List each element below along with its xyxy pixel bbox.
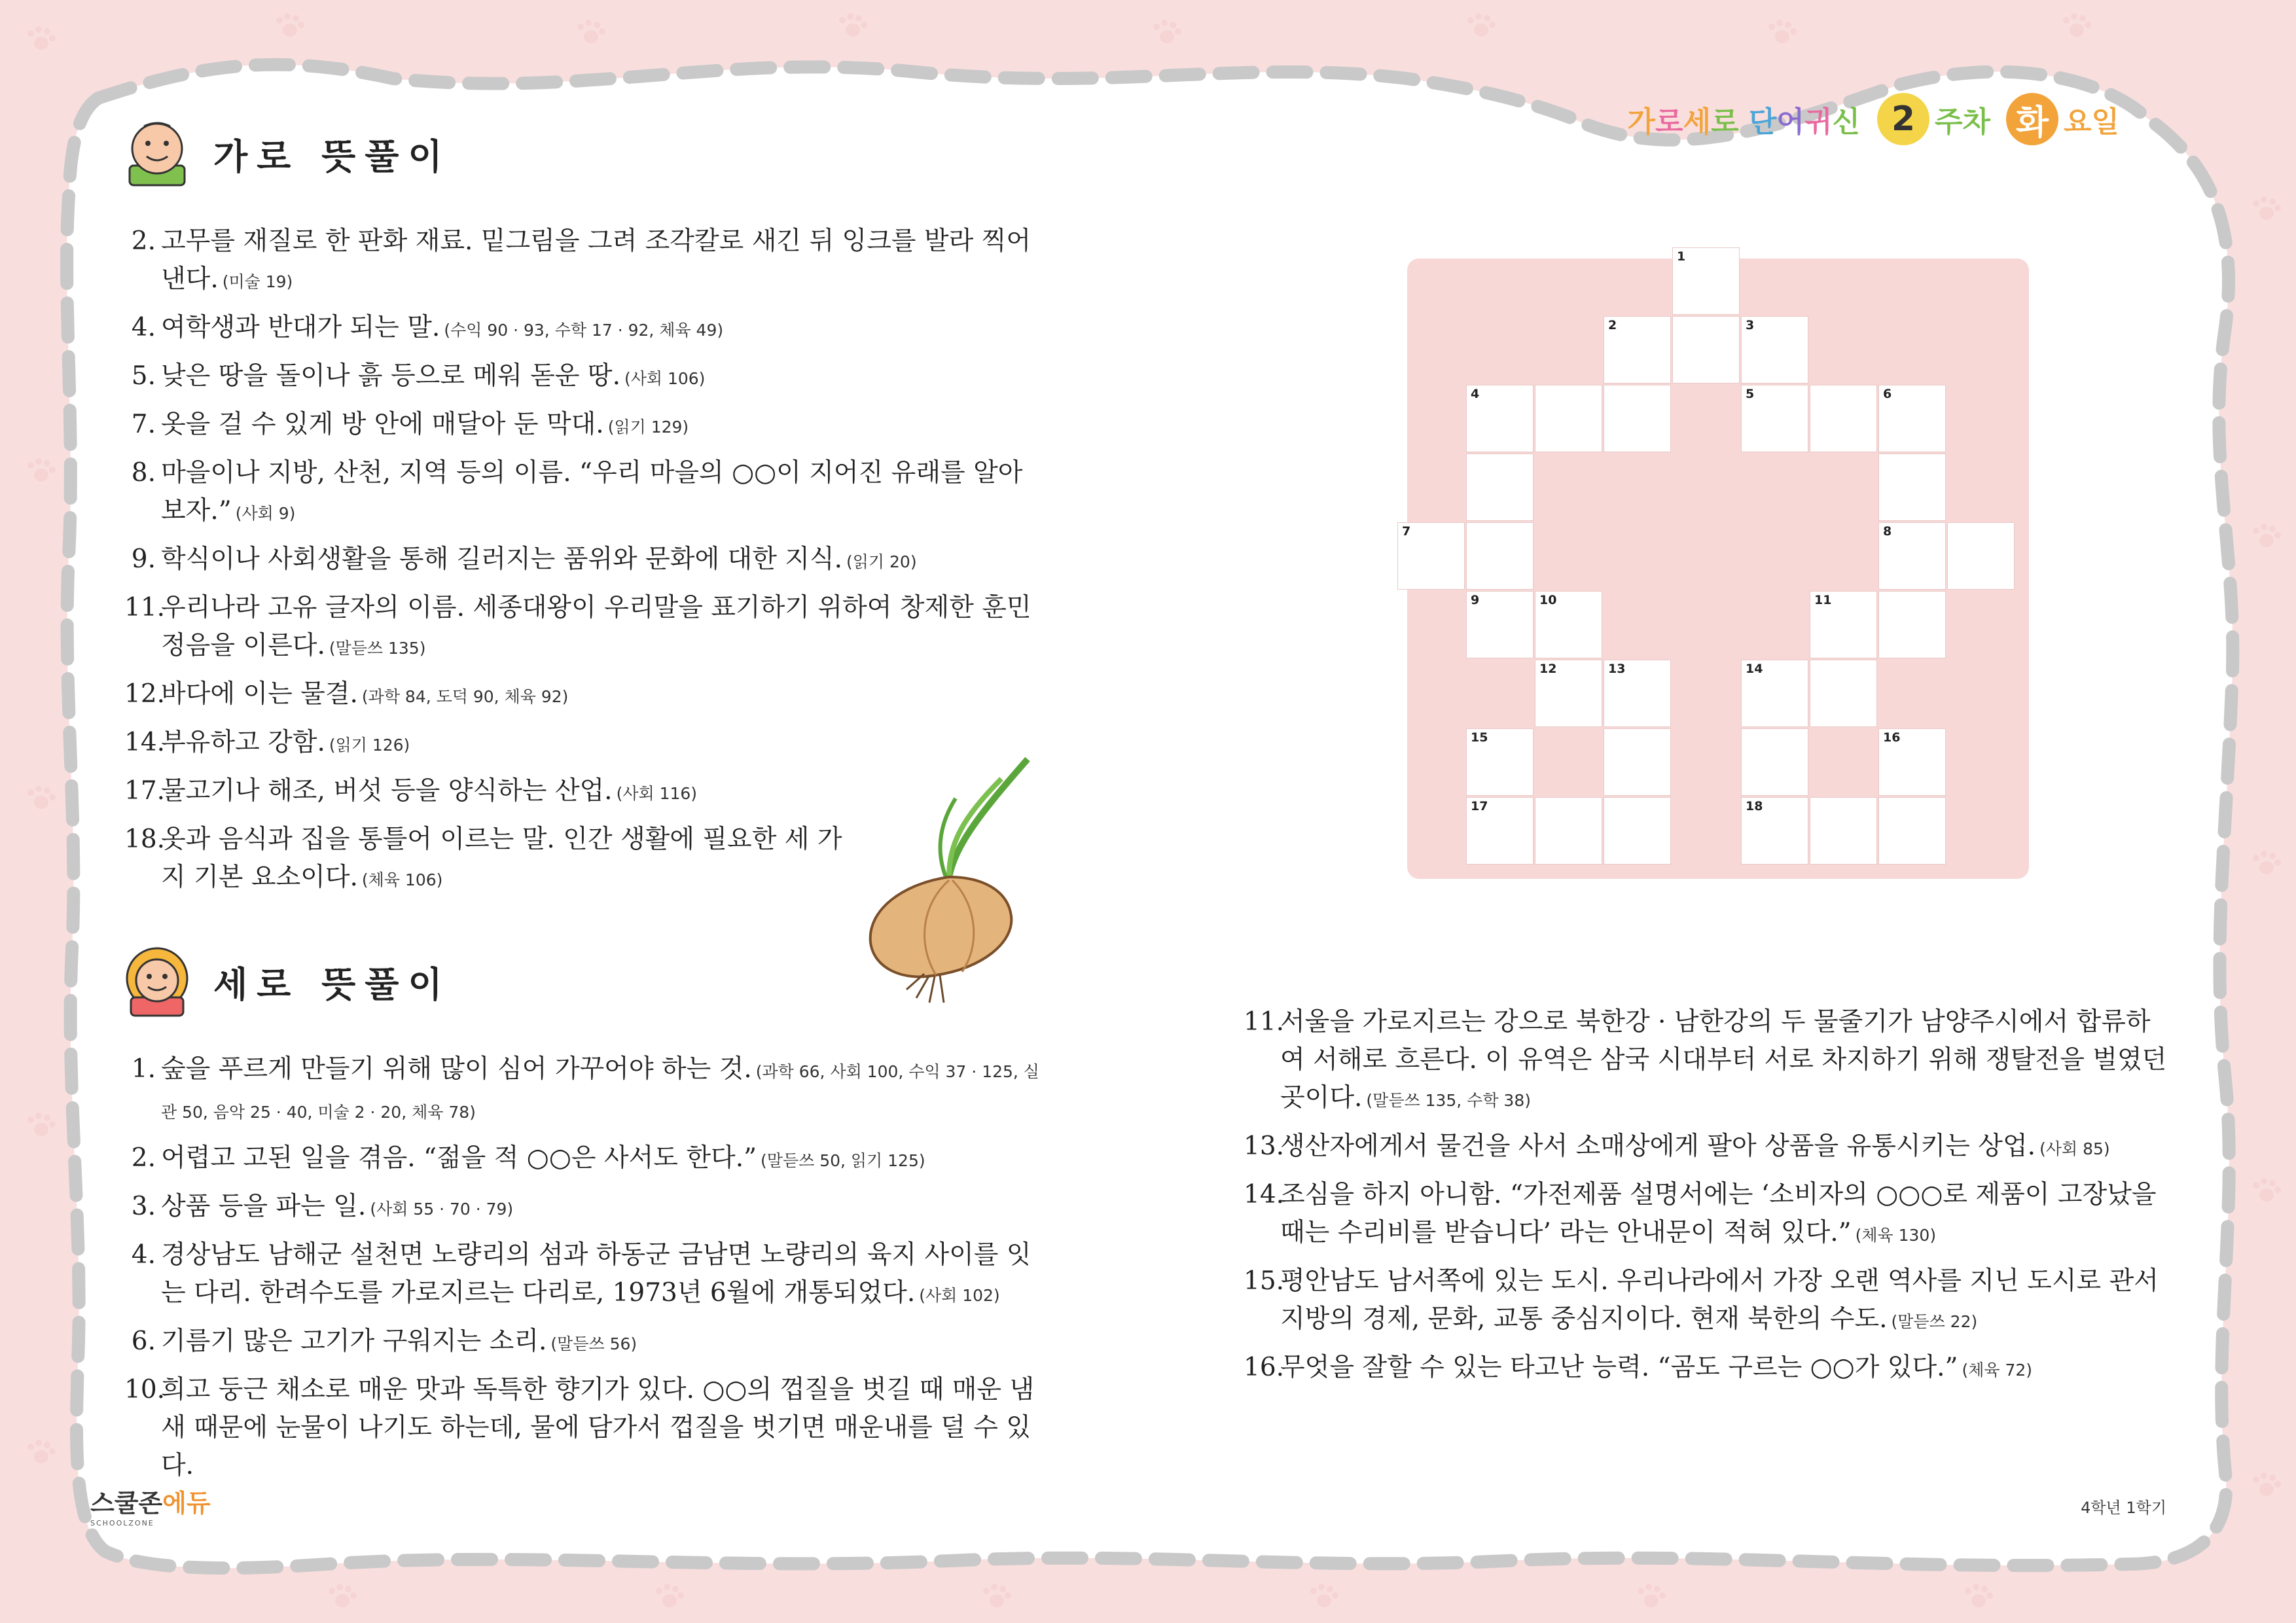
crossword-cell[interactable] bbox=[1466, 385, 1534, 452]
crossword-cell[interactable] bbox=[1466, 522, 1534, 590]
crossword-cell[interactable] bbox=[1878, 797, 1946, 865]
series-char: 로 bbox=[1655, 105, 1683, 139]
series-char: 단 bbox=[1748, 105, 1777, 139]
clue-reference: (말듣쓰 50, 읽기 125) bbox=[761, 1151, 925, 1170]
clue-item bbox=[124, 454, 1047, 533]
crossword-cell[interactable] bbox=[1535, 591, 1602, 658]
clue-number: 2. bbox=[131, 226, 156, 256]
clue-text: 여학생과 반대가 되는 말. bbox=[161, 313, 440, 342]
clue-item bbox=[124, 589, 1047, 668]
clue-reference: (사회 116) bbox=[616, 784, 698, 803]
crossword-cell[interactable] bbox=[1604, 660, 1671, 727]
cell-number: 2 bbox=[1608, 318, 1617, 332]
clue-item bbox=[1244, 1176, 2173, 1255]
clue-item bbox=[124, 1236, 1047, 1315]
crossword-cell[interactable] bbox=[1604, 316, 1671, 383]
clue-item bbox=[124, 821, 855, 899]
clue-text: 희고 둥근 채소로 매운 맛과 독특한 향기가 있다. ○○의 껍질을 벗길 때 매운 냄새 때문에 눈물이 나기도 하는데, 물에 담가서 껍질을 벗기면 매운내를 덜 수 있다. bbox=[161, 1375, 1035, 1480]
cell-number: 8 bbox=[1883, 524, 1892, 539]
crossword-cell[interactable] bbox=[1741, 728, 1808, 796]
crossword-cell[interactable] bbox=[1672, 316, 1740, 383]
clue-reference: (사회 102) bbox=[919, 1286, 1000, 1305]
cell-number: 9 bbox=[1471, 593, 1480, 607]
clue-item bbox=[1244, 1128, 2173, 1168]
clue-reference: (체육 72) bbox=[1962, 1361, 2033, 1380]
series-char: 가 bbox=[1627, 105, 1656, 139]
clue-number: 15. bbox=[1244, 1266, 1285, 1296]
crossword-cell[interactable] bbox=[1878, 591, 1946, 658]
series-char: 어 bbox=[1776, 105, 1804, 139]
down-clue-list-left bbox=[124, 1050, 1047, 1493]
series-char: 세 bbox=[1683, 105, 1712, 139]
cell-number: 15 bbox=[1471, 730, 1488, 745]
clue-number: 9. bbox=[131, 544, 156, 574]
crossword-cell[interactable] bbox=[1878, 728, 1946, 796]
crossword-cell[interactable] bbox=[1878, 522, 1946, 590]
clue-item bbox=[124, 1139, 1047, 1180]
clue-text: 생산자에게서 물건을 사서 소매상에게 팔아 상품을 유통시키는 상업. bbox=[1280, 1132, 2036, 1161]
cell-number: 5 bbox=[1746, 387, 1755, 401]
clue-reference: (말듣쓰 135) bbox=[329, 639, 426, 658]
clue-number: 4. bbox=[131, 313, 156, 342]
crossword-cell[interactable] bbox=[1741, 316, 1808, 383]
clue-text: 우리나라 고유 글자의 이름. 세종대왕이 우리말을 표기하기 위하여 창제한 훈민정음을 이른다. bbox=[161, 593, 1031, 660]
clue-text: 상품 등을 파는 일. bbox=[161, 1192, 367, 1221]
clue-number: 1. bbox=[131, 1054, 156, 1084]
clue-item bbox=[124, 406, 1047, 446]
across-title: 가로 뜻풀이 bbox=[213, 135, 452, 177]
week-label: 주차 bbox=[1934, 105, 1990, 139]
clue-reference: (말듣쓰 135, 수학 38) bbox=[1366, 1091, 1531, 1110]
cell-number: 18 bbox=[1746, 799, 1763, 813]
cell-number: 12 bbox=[1539, 662, 1557, 676]
crossword-cell[interactable] bbox=[1672, 247, 1740, 315]
clue-text: 고무를 재질로 한 판화 재료. 밑그림을 그려 조각칼로 새긴 뒤 잉크를 발라 찍어낸다. bbox=[161, 226, 1031, 294]
clue-reference: (사회 85) bbox=[2039, 1139, 2110, 1158]
clue-item bbox=[1244, 1003, 2173, 1120]
clue-item bbox=[124, 1188, 1047, 1228]
series-char: 신 bbox=[1832, 105, 1860, 139]
across-heading bbox=[118, 115, 452, 193]
clue-item bbox=[124, 675, 1047, 716]
clue-item bbox=[1244, 1349, 2173, 1389]
clue-reference: (과학 84, 도덕 90, 체육 92) bbox=[361, 687, 569, 706]
day-label: 요일 bbox=[2063, 105, 2119, 139]
clue-number: 17. bbox=[124, 776, 166, 806]
clue-number: 11. bbox=[1244, 1007, 1285, 1037]
clue-text: 무엇을 잘할 수 있는 타고난 능력. “곰도 구르는 ○○가 있다.” bbox=[1280, 1353, 1958, 1382]
cell-number: 4 bbox=[1471, 387, 1480, 401]
clue-text: 서울을 가로지르는 강으로 북한강 · 남한강의 두 물줄기가 남양주시에서 합류하여 서해로 흐른다. 이 유역은 삼국 시대부터 서로 차지하기 위해 쟁탈전을 벌였던 곳이다. bbox=[1280, 1007, 2167, 1113]
boy-face-icon bbox=[118, 115, 196, 193]
clue-reference: (읽기 126) bbox=[329, 736, 410, 755]
clue-number: 4. bbox=[131, 1240, 156, 1270]
grade-label: 4학년 1학기 bbox=[2081, 1499, 2166, 1517]
cell-number: 1 bbox=[1677, 249, 1686, 264]
down-clue-list-right bbox=[1244, 1003, 2173, 1397]
clue-text: 낮은 땅을 돌이나 흙 등으로 메워 돋운 땅. bbox=[161, 361, 620, 391]
girl-face-icon bbox=[118, 942, 196, 1021]
clue-reference: (미술 19) bbox=[222, 272, 293, 291]
crossword-cell[interactable] bbox=[1397, 522, 1465, 590]
cell-number: 3 bbox=[1746, 318, 1755, 332]
crossword-cell[interactable] bbox=[1810, 797, 1877, 865]
clue-reference: (체육 106) bbox=[361, 870, 443, 889]
series-char: 귀 bbox=[1804, 105, 1833, 139]
clue-number: 5. bbox=[131, 361, 156, 391]
crossword-cell[interactable] bbox=[1466, 728, 1534, 796]
clue-text: 학식이나 사회생활을 통해 길러지는 품위와 문화에 대한 지식. bbox=[161, 544, 843, 574]
clue-item bbox=[124, 541, 1047, 581]
clue-number: 11. bbox=[124, 593, 166, 622]
clue-text: 어렵고 고된 일을 겪음. “젊을 적 ○○은 사서도 한다.” bbox=[161, 1143, 757, 1173]
clue-text: 조심을 하지 아니함. “가전제품 설명서에는 ‘소비자의 ○○○로 제품이 고장났을 때는 수리비를 받습니다’ 라는 안내문이 적혀 있다.” bbox=[1280, 1180, 2157, 1247]
down-heading bbox=[118, 942, 452, 1021]
clue-number: 10. bbox=[124, 1375, 166, 1404]
clue-number: 2. bbox=[131, 1143, 156, 1173]
page-header bbox=[1628, 93, 2119, 145]
series-char bbox=[1739, 105, 1749, 139]
crossword-cell[interactable] bbox=[1466, 591, 1534, 658]
clue-reference: (체육 130) bbox=[1855, 1226, 1937, 1245]
clue-item bbox=[124, 357, 1047, 398]
clue-text: 바다에 이는 물결. bbox=[161, 679, 358, 709]
brand-logo bbox=[90, 1483, 211, 1527]
crossword-cell[interactable] bbox=[1604, 728, 1671, 796]
clue-item bbox=[124, 1371, 1047, 1485]
clue-reference: (읽기 20) bbox=[846, 552, 917, 571]
clue-number: 8. bbox=[131, 458, 156, 488]
crossword-cell[interactable] bbox=[1741, 385, 1808, 452]
series-char: 로 bbox=[1711, 105, 1739, 139]
cell-number: 16 bbox=[1883, 730, 1901, 745]
clue-number: 12. bbox=[124, 679, 166, 709]
clue-item bbox=[124, 223, 1047, 301]
week-badge: 2 bbox=[1877, 93, 1929, 145]
clue-item bbox=[124, 772, 855, 813]
onion-illustration bbox=[851, 746, 1047, 1008]
clue-text: 기름기 많은 고기가 구워지는 소리. bbox=[161, 1327, 547, 1356]
clue-text: 경상남도 남해군 설천면 노량리의 섬과 하동군 금남면 노량리의 육지 사이를 잇는 다리. 한려수도를 가로지르는 다리로, 1973년 6월에 개통되었다. bbox=[161, 1240, 1031, 1308]
clue-text: 마을이나 지방, 산천, 지역 등의 이름. “우리 마을의 ○○이 지어진 유래를 알아 보자.” bbox=[161, 458, 1023, 526]
cell-number: 11 bbox=[1814, 593, 1832, 607]
cell-number: 13 bbox=[1608, 662, 1626, 676]
clue-number: 7. bbox=[131, 410, 156, 439]
clue-number: 6. bbox=[131, 1327, 156, 1356]
clue-number: 3. bbox=[131, 1192, 156, 1221]
clue-number: 13. bbox=[1244, 1132, 1285, 1161]
crossword-cell[interactable] bbox=[1535, 797, 1602, 865]
day-badge: 화 bbox=[2006, 93, 2058, 145]
series-title bbox=[1628, 98, 1860, 140]
crossword-cell[interactable] bbox=[1947, 522, 2015, 590]
crossword-cell[interactable] bbox=[1535, 660, 1602, 727]
crossword-cell[interactable] bbox=[1535, 385, 1602, 452]
clue-reference: (사회 9) bbox=[235, 504, 296, 523]
crossword-cell[interactable] bbox=[1741, 660, 1808, 727]
brand-edu: 에듀 bbox=[162, 1489, 211, 1518]
clue-number: 18. bbox=[124, 825, 166, 854]
clue-reference: (사회 106) bbox=[624, 369, 706, 388]
clue-reference: (과학 66, 사회 100, 수익 37 · 125, 실관 50, 음악 25 · 40, 미술 2 · 20, 체육 78) bbox=[161, 1062, 1039, 1122]
clue-item bbox=[124, 1050, 1047, 1132]
crossword-cell[interactable] bbox=[1810, 385, 1877, 452]
crossword-cell[interactable] bbox=[1810, 591, 1877, 658]
clue-reference: (사회 55 · 70 · 79) bbox=[370, 1200, 514, 1219]
crossword-cell[interactable] bbox=[1604, 797, 1671, 865]
crossword-cell[interactable] bbox=[1878, 454, 1946, 521]
clue-text: 옷을 걸 수 있게 방 안에 매달아 둔 막대. bbox=[161, 410, 604, 439]
cell-number: 6 bbox=[1883, 387, 1892, 401]
cell-number: 17 bbox=[1471, 799, 1488, 813]
clue-text: 물고기나 해조, 버섯 등을 양식하는 산업. bbox=[161, 776, 613, 806]
clue-reference: (말듣쓰 56) bbox=[550, 1334, 637, 1353]
clue-number: 16. bbox=[1244, 1353, 1285, 1382]
clue-reference: (읽기 129) bbox=[607, 418, 689, 437]
brand-sub: SCHOOLZONE bbox=[90, 1519, 154, 1527]
down-title: 세로 뜻풀이 bbox=[213, 963, 452, 1005]
cell-number: 10 bbox=[1539, 593, 1557, 607]
clue-text: 평안남도 남서쪽에 있는 도시. 우리나라에서 가장 오랜 역사를 지닌 도시로 관서 지방의 경제, 문화, 교통 중심지이다. 현재 북한의 수도. bbox=[1280, 1266, 2159, 1334]
cell-number: 7 bbox=[1402, 524, 1411, 539]
clue-item bbox=[124, 1323, 1047, 1363]
crossword-cell[interactable] bbox=[1466, 797, 1534, 865]
clue-number: 14. bbox=[124, 728, 166, 757]
clue-item bbox=[1244, 1262, 2173, 1341]
crossword-cell[interactable] bbox=[1466, 454, 1534, 521]
clue-text: 숲을 푸르게 만들기 위해 많이 심어 가꾸어야 하는 것. bbox=[161, 1054, 752, 1084]
clue-reference: (수익 90 · 93, 수학 17 · 92, 체육 49) bbox=[444, 321, 724, 340]
clue-item bbox=[124, 309, 1047, 349]
clue-reference: (말듣쓰 22) bbox=[1891, 1312, 1978, 1331]
crossword-cell[interactable] bbox=[1878, 385, 1946, 452]
crossword-cell[interactable] bbox=[1741, 797, 1808, 865]
crossword-cell[interactable] bbox=[1604, 385, 1671, 452]
clue-number: 14. bbox=[1244, 1180, 1285, 1209]
cell-number: 14 bbox=[1746, 662, 1763, 676]
clue-text: 옷과 음식과 집을 통틀어 이르는 말. 인간 생활에 필요한 세 가지 기본 요소이다. bbox=[161, 825, 842, 892]
clue-text: 부유하고 강함. bbox=[161, 728, 325, 757]
crossword-cell[interactable] bbox=[1810, 660, 1877, 727]
brand-main: 스쿨존 bbox=[90, 1489, 163, 1518]
